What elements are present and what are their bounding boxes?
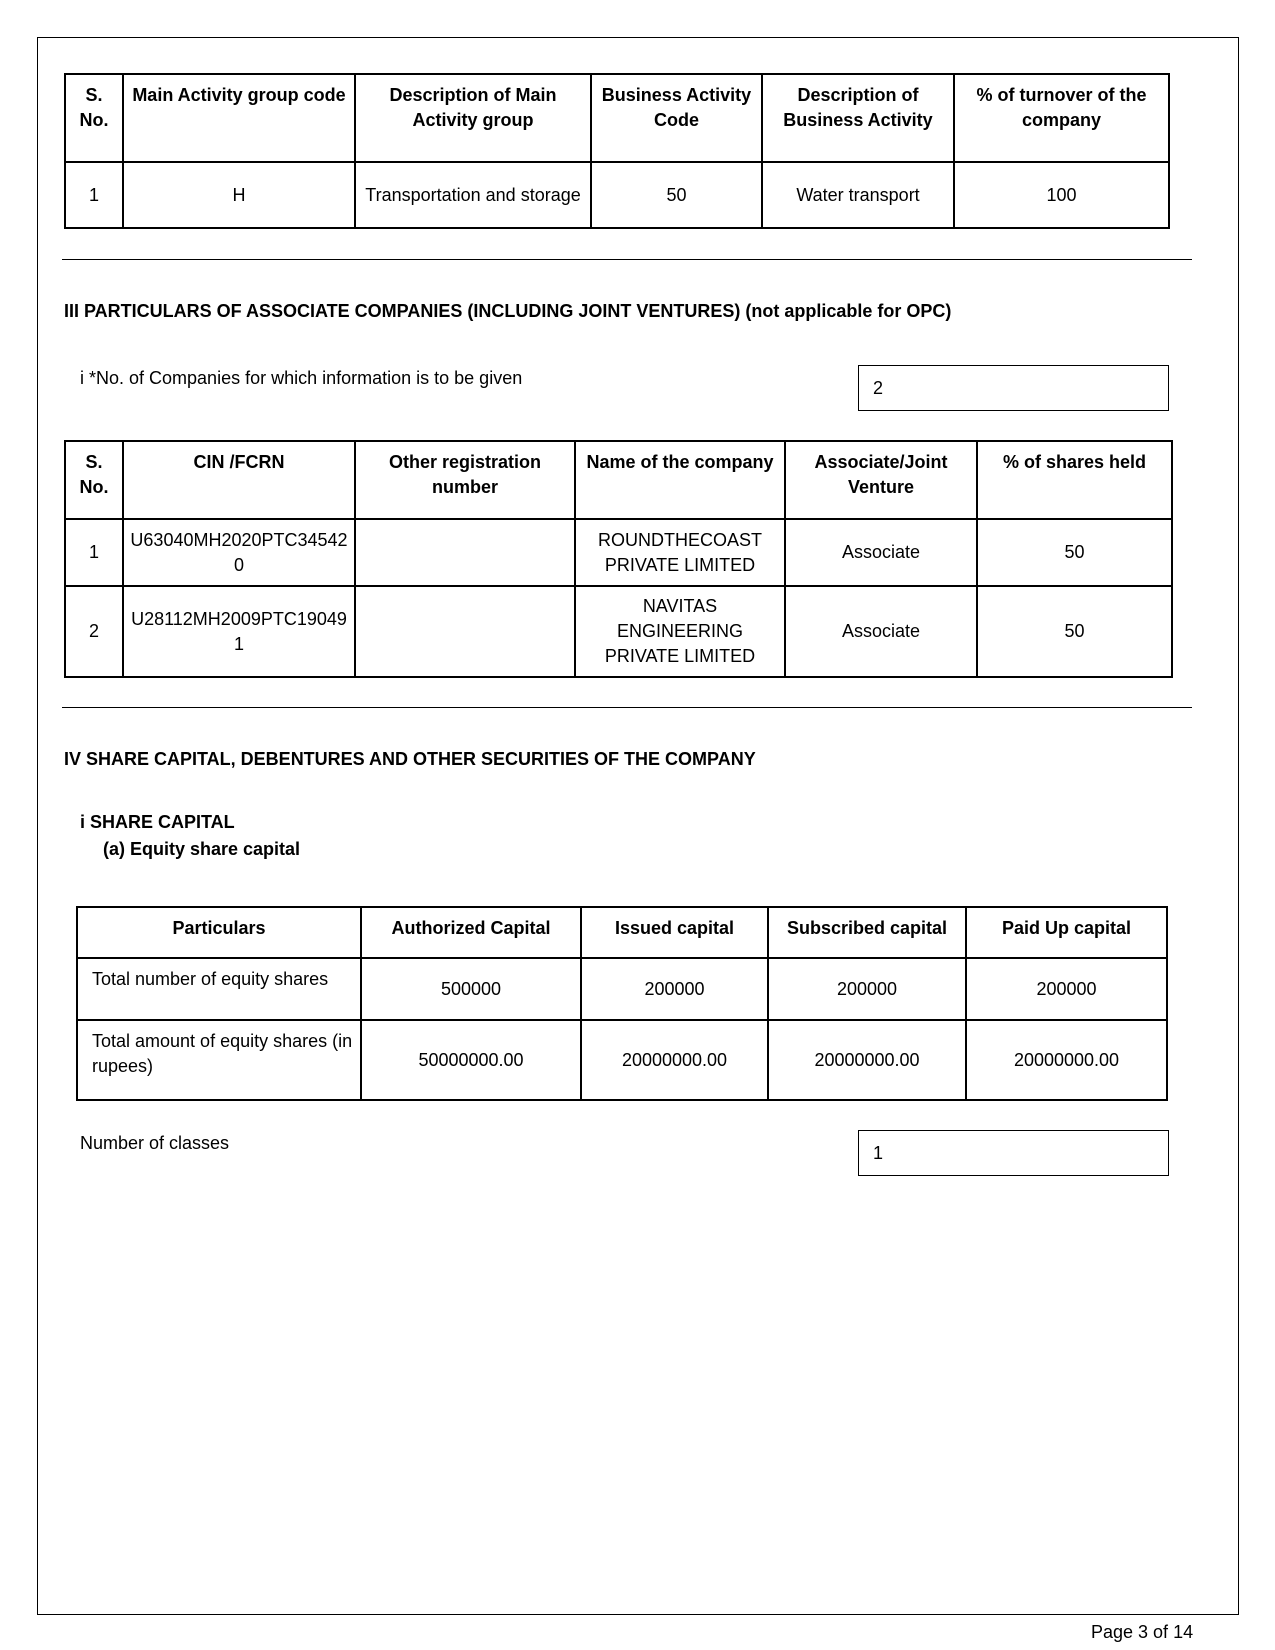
cell-authorized: 500000 <box>361 958 581 1020</box>
cell-shares-pct: 50 <box>977 586 1172 677</box>
company-count-label: i *No. of Companies for which information is to be given <box>80 368 523 388</box>
header-sno: S. No. <box>65 441 123 519</box>
cell-other-reg <box>355 519 575 586</box>
associate-companies-table <box>64 440 1173 678</box>
cell-particulars: Total amount of equity shares (in rupees) <box>77 1020 361 1100</box>
cell-paid-up: 20000000.00 <box>966 1020 1167 1100</box>
header-main-activity-desc: Description of Main Activity group <box>355 74 591 162</box>
header-particulars: Particulars <box>77 907 361 958</box>
equity-share-capital-subheading: (a) Equity share capital <box>103 839 301 859</box>
divider <box>62 259 1192 260</box>
cell-sno: 2 <box>65 586 123 677</box>
header-sno: S. No. <box>65 74 123 162</box>
cell-associate-jv: Associate <box>785 586 977 677</box>
cell-authorized: 50000000.00 <box>361 1020 581 1100</box>
header-paid-up: Paid Up capital <box>966 907 1167 958</box>
cell-turnover-pct: 100 <box>954 162 1169 228</box>
header-issued: Issued capital <box>581 907 768 958</box>
cell-company-name: NAVITAS ENGINEERING PRIVATE LIMITED <box>575 586 785 677</box>
cell-paid-up: 200000 <box>966 958 1167 1020</box>
table-row <box>77 958 1167 1020</box>
table-header-row <box>65 74 1169 162</box>
cell-company-name: ROUNDTHECOAST PRIVATE LIMITED <box>575 519 785 586</box>
company-count-field[interactable]: 2 <box>858 365 1169 411</box>
page-number: Page 3 of 14 <box>1091 1622 1194 1642</box>
header-authorized: Authorized Capital <box>361 907 581 958</box>
header-shares-pct: % of shares held <box>977 441 1172 519</box>
cell-main-activity-desc: Transportation and storage <box>355 162 591 228</box>
cell-shares-pct: 50 <box>977 519 1172 586</box>
header-company-name: Name of the company <box>575 441 785 519</box>
table-row <box>65 586 1172 677</box>
cell-subscribed: 20000000.00 <box>768 1020 966 1100</box>
table-row <box>77 1020 1167 1100</box>
header-business-activity-code: Business Activity Code <box>591 74 762 162</box>
cell-subscribed: 200000 <box>768 958 966 1020</box>
section-iv-heading: IV SHARE CAPITAL, DEBENTURES AND OTHER SECURITIES OF THE COMPANY <box>64 749 756 769</box>
divider <box>62 707 1192 708</box>
business-activity-table <box>64 73 1170 229</box>
cell-sno: 1 <box>65 162 123 228</box>
header-business-activity-desc: Description of Business Activity <box>762 74 954 162</box>
cell-issued: 20000000.00 <box>581 1020 768 1100</box>
classes-field[interactable]: 1 <box>858 1130 1169 1176</box>
cell-other-reg <box>355 586 575 677</box>
cell-cin: U63040MH2020PTC345420 <box>123 519 355 586</box>
header-turnover-pct: % of turnover of the company <box>954 74 1169 162</box>
cell-main-activity-code: H <box>123 162 355 228</box>
header-subscribed: Subscribed capital <box>768 907 966 958</box>
header-associate-jv: Associate/Joint Venture <box>785 441 977 519</box>
header-cin: CIN /FCRN <box>123 441 355 519</box>
cell-issued: 200000 <box>581 958 768 1020</box>
cell-business-activity-desc: Water transport <box>762 162 954 228</box>
cell-cin: U28112MH2009PTC190491 <box>123 586 355 677</box>
cell-business-activity-code: 50 <box>591 162 762 228</box>
table-row <box>65 162 1169 228</box>
cell-sno: 1 <box>65 519 123 586</box>
table-row <box>65 519 1172 586</box>
header-main-activity-code: Main Activity group code <box>123 74 355 162</box>
classes-label: Number of classes <box>80 1133 230 1153</box>
table-header-row <box>77 907 1167 958</box>
cell-particulars: Total number of equity shares <box>77 958 361 1020</box>
equity-share-capital-table <box>76 906 1168 1101</box>
section-iii-heading: III PARTICULARS OF ASSOCIATE COMPANIES (INCLUDING JOINT VENTURES) (not applicable for OPC) <box>64 301 952 321</box>
header-other-reg: Other registration number <box>355 441 575 519</box>
cell-associate-jv: Associate <box>785 519 977 586</box>
table-header-row <box>65 441 1172 519</box>
share-capital-subheading: i SHARE CAPITAL <box>80 812 235 832</box>
